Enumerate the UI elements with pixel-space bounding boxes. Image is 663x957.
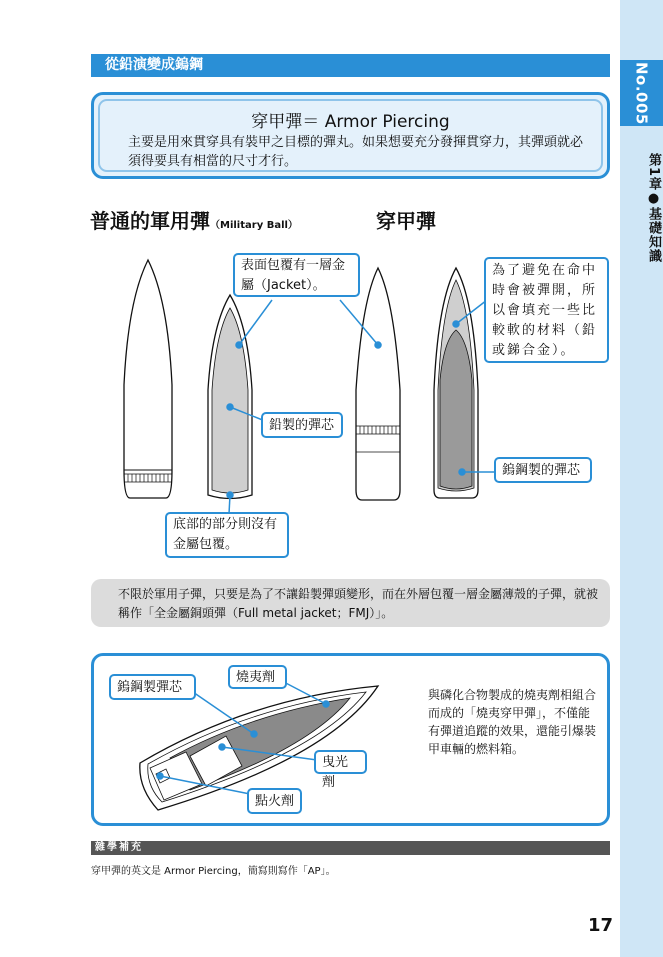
heading-military-ball <box>90 205 298 234</box>
definition-box <box>91 92 610 179</box>
heading-military-ball-en: （Military Ball） <box>210 220 298 231</box>
chapter-number: No.005 <box>620 60 663 126</box>
fmj-note-text: 不限於軍用子彈，只要是為了不讓鉛製彈頭變形，而在外層包覆一層金屬薄殼的子彈，就被稱作「全金屬銅頭彈（Full metal jacket；FMJ）」。 <box>118 587 599 620</box>
callout-fill: 為了避免在命中時會被彈開，所以會填充一些比較軟的材料（鉛或銻合金）。 <box>484 257 609 363</box>
label-tungsten-core: 鎢鋼製彈芯 <box>109 674 196 700</box>
incendiary-description: 與磷化合物製成的燒夷劑相組合而成的「燒夷穿甲彈」，不僅能有彈道追蹤的效果，還能引爆裝甲車輛的燃料箱。 <box>428 688 597 756</box>
chapter-title: 第1章●基礎知識 <box>646 152 661 264</box>
trivia-bar <box>91 841 610 855</box>
label-igniter: 點火劑 <box>247 788 302 814</box>
label-tracer: 曳光劑 <box>314 750 367 774</box>
heading-armor-piercing: 穿甲彈 <box>376 209 436 233</box>
ap-bullet-icon <box>356 268 400 500</box>
callout-tungsten-core: 鎢鋼製的彈芯 <box>494 457 592 483</box>
callout-jacket: 表面包覆有一層金屬（Jacket）。 <box>233 253 360 297</box>
callout-base: 底部的部分則沒有金屬包覆。 <box>165 512 289 558</box>
trivia-label: 雜學補充 <box>95 842 143 853</box>
section-title: 從鉛演變成鎢鋼 <box>91 54 610 77</box>
heading-military-ball-text: 普通的軍用彈 <box>90 209 210 233</box>
trivia-text: 穿甲彈的英文是 Armor Piercing，簡寫則寫作「AP」。 <box>91 866 336 877</box>
military-ball-cutaway-icon <box>208 295 252 499</box>
definition-title: 穿甲彈＝ Armor Piercing <box>251 112 450 132</box>
label-incendiary: 燒夷劑 <box>228 665 287 689</box>
military-ball-bullet-icon <box>124 260 172 498</box>
definition-text: 主要是用來貫穿具有裝甲之目標的彈丸。如果想要充分發揮貫穿力，其彈頭就必須得要具有相當的尺寸才行。 <box>128 135 584 169</box>
callout-lead-core: 鉛製的彈芯 <box>261 412 343 438</box>
page-number: 17 <box>588 915 614 936</box>
ap-cutaway-icon <box>434 268 478 498</box>
